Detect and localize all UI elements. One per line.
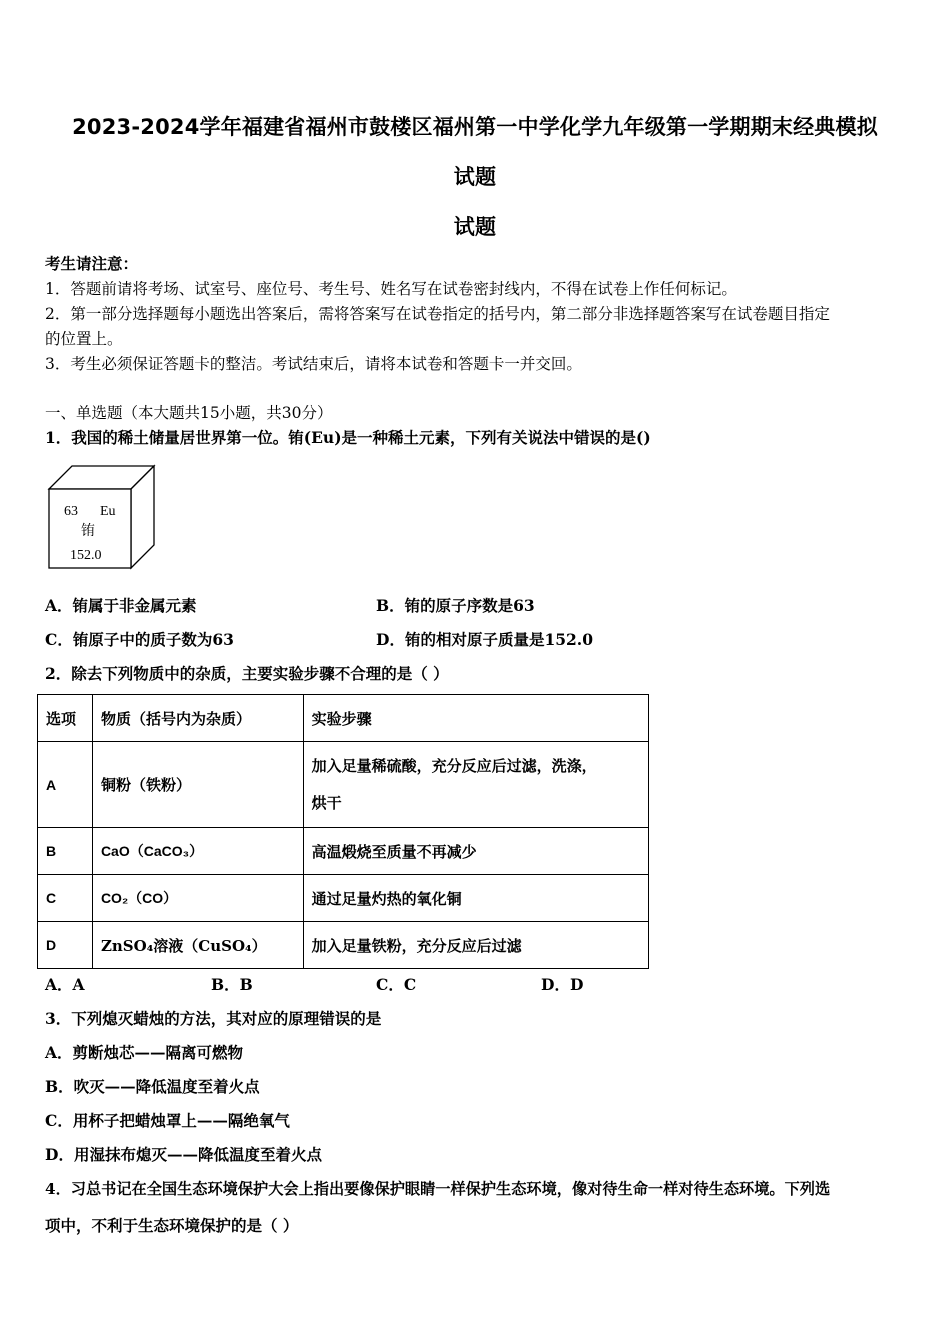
question-3-option-c: C．用杯子把蜡烛罩上——隔绝氧气 bbox=[45, 1111, 290, 1130]
table-cell-steps-line: 加入足量稀硫酸，充分反应后过滤，洗涤， bbox=[311, 756, 597, 775]
question-3-option-d: D．用湿抹布熄灭——降低温度至着火点 bbox=[45, 1145, 322, 1164]
element-symbol: Eu bbox=[100, 504, 116, 519]
table-row bbox=[38, 922, 649, 969]
table-header-row bbox=[38, 695, 649, 742]
table-cell-option: C bbox=[38, 875, 93, 922]
table-cell-substance: 铜粉（铁粉） bbox=[92, 742, 303, 828]
table-cell-substance: ZnSO₄溶液（CuSO₄） bbox=[92, 922, 303, 969]
question-4-stem-line-1: 4．习总书记在全国生态环境保护大会上指出要像保护眼睛一样保护生态环境，像对待生命一样对待生态环境。下列选 bbox=[45, 1180, 831, 1198]
question-1-option-c: C．铕原子中的质子数为63 bbox=[45, 630, 234, 649]
table-row bbox=[38, 828, 649, 875]
question-1-stem: 1．我国的稀土储量居世界第一位。铕(Eu)是一种稀土元素，下列有关说法中错误的是() bbox=[45, 428, 651, 447]
table-header-steps: 实验步骤 bbox=[303, 695, 648, 742]
table-header-option: 选项 bbox=[38, 695, 93, 742]
question-3-option-b: B．吹灭——降低温度至着火点 bbox=[45, 1077, 260, 1096]
page-title-line-2: 试题 bbox=[453, 165, 497, 189]
table-cell-substance: CaO（CaCO₃） bbox=[92, 828, 303, 875]
question-1-option-b: B．铕的原子序数是63 bbox=[376, 596, 535, 615]
table-cell-steps bbox=[303, 742, 648, 828]
table-row bbox=[38, 742, 649, 828]
question-3-stem: 3．下列熄灭蜡烛的方法，其对应的原理错误的是 bbox=[45, 1009, 382, 1028]
question-1-option-a: A．铕属于非金属元素 bbox=[45, 596, 197, 615]
table-cell-option: B bbox=[38, 828, 93, 875]
question-4-stem-line-2: 项中，不利于生态环境保护的是（ ） bbox=[45, 1216, 299, 1235]
table-cell-option: A bbox=[38, 742, 93, 828]
table-header-substance: 物质（括号内为杂质） bbox=[92, 695, 303, 742]
notice-item-1: 1．答题前请将考场、试室号、座位号、考生号、姓名写在试卷密封线内，不得在试卷上作任何标记。 bbox=[45, 280, 737, 298]
question-1-option-d: D．铕的相对原子质量是152.0 bbox=[376, 630, 593, 649]
question-3-option-a: A．剪断烛芯——隔离可燃物 bbox=[45, 1043, 244, 1062]
question-2-option-d: D．D bbox=[541, 975, 584, 994]
purification-table bbox=[37, 694, 649, 969]
element-atomic-mass: 152.0 bbox=[70, 548, 102, 563]
question-2-stem: 2．除去下列物质中的杂质，主要实验步骤不合理的是（ ） bbox=[45, 664, 449, 683]
table-cell-steps-line: 烘干 bbox=[311, 793, 342, 812]
element-atomic-number: 63 bbox=[64, 504, 78, 519]
notice-heading: 考生请注意： bbox=[45, 254, 139, 273]
notice-item-3: 3．考生必须保证答题卡的整洁。考试结束后，请将本试卷和答题卡一并交回。 bbox=[45, 355, 582, 373]
table-cell-option: D bbox=[38, 922, 93, 969]
table-cell-steps: 加入足量铁粉，充分反应后过滤 bbox=[303, 922, 648, 969]
question-2-option-b: B．B bbox=[211, 975, 253, 994]
table-cell-substance: CO₂（CO） bbox=[92, 875, 303, 922]
table-cell-steps: 高温煅烧至质量不再减少 bbox=[303, 828, 648, 875]
notice-item-2-continued: 的位置上。 bbox=[45, 330, 123, 348]
table-cell-steps: 通过足量灼热的氧化铜 bbox=[303, 875, 648, 922]
table-row bbox=[38, 875, 649, 922]
page-subtitle: 试题 bbox=[453, 215, 497, 239]
notice-item-2: 2．第一部分选择题每小题选出答案后，需将答案写在试卷指定的括号内，第二部分非选择题答案写在试卷题目指定 bbox=[45, 305, 830, 323]
element-card-europium bbox=[46, 463, 158, 571]
question-2-option-c: C．C bbox=[376, 975, 417, 994]
question-2-option-a: A．A bbox=[45, 975, 85, 994]
element-name: 铕 bbox=[81, 523, 95, 539]
page-title-line-1: 2023-2024学年福建省福州市鼓楼区福州第一中学化学九年级第一学期期末经典模拟 bbox=[72, 115, 878, 139]
section-heading: 一、单选题（本大题共15小题，共30分） bbox=[45, 404, 333, 422]
